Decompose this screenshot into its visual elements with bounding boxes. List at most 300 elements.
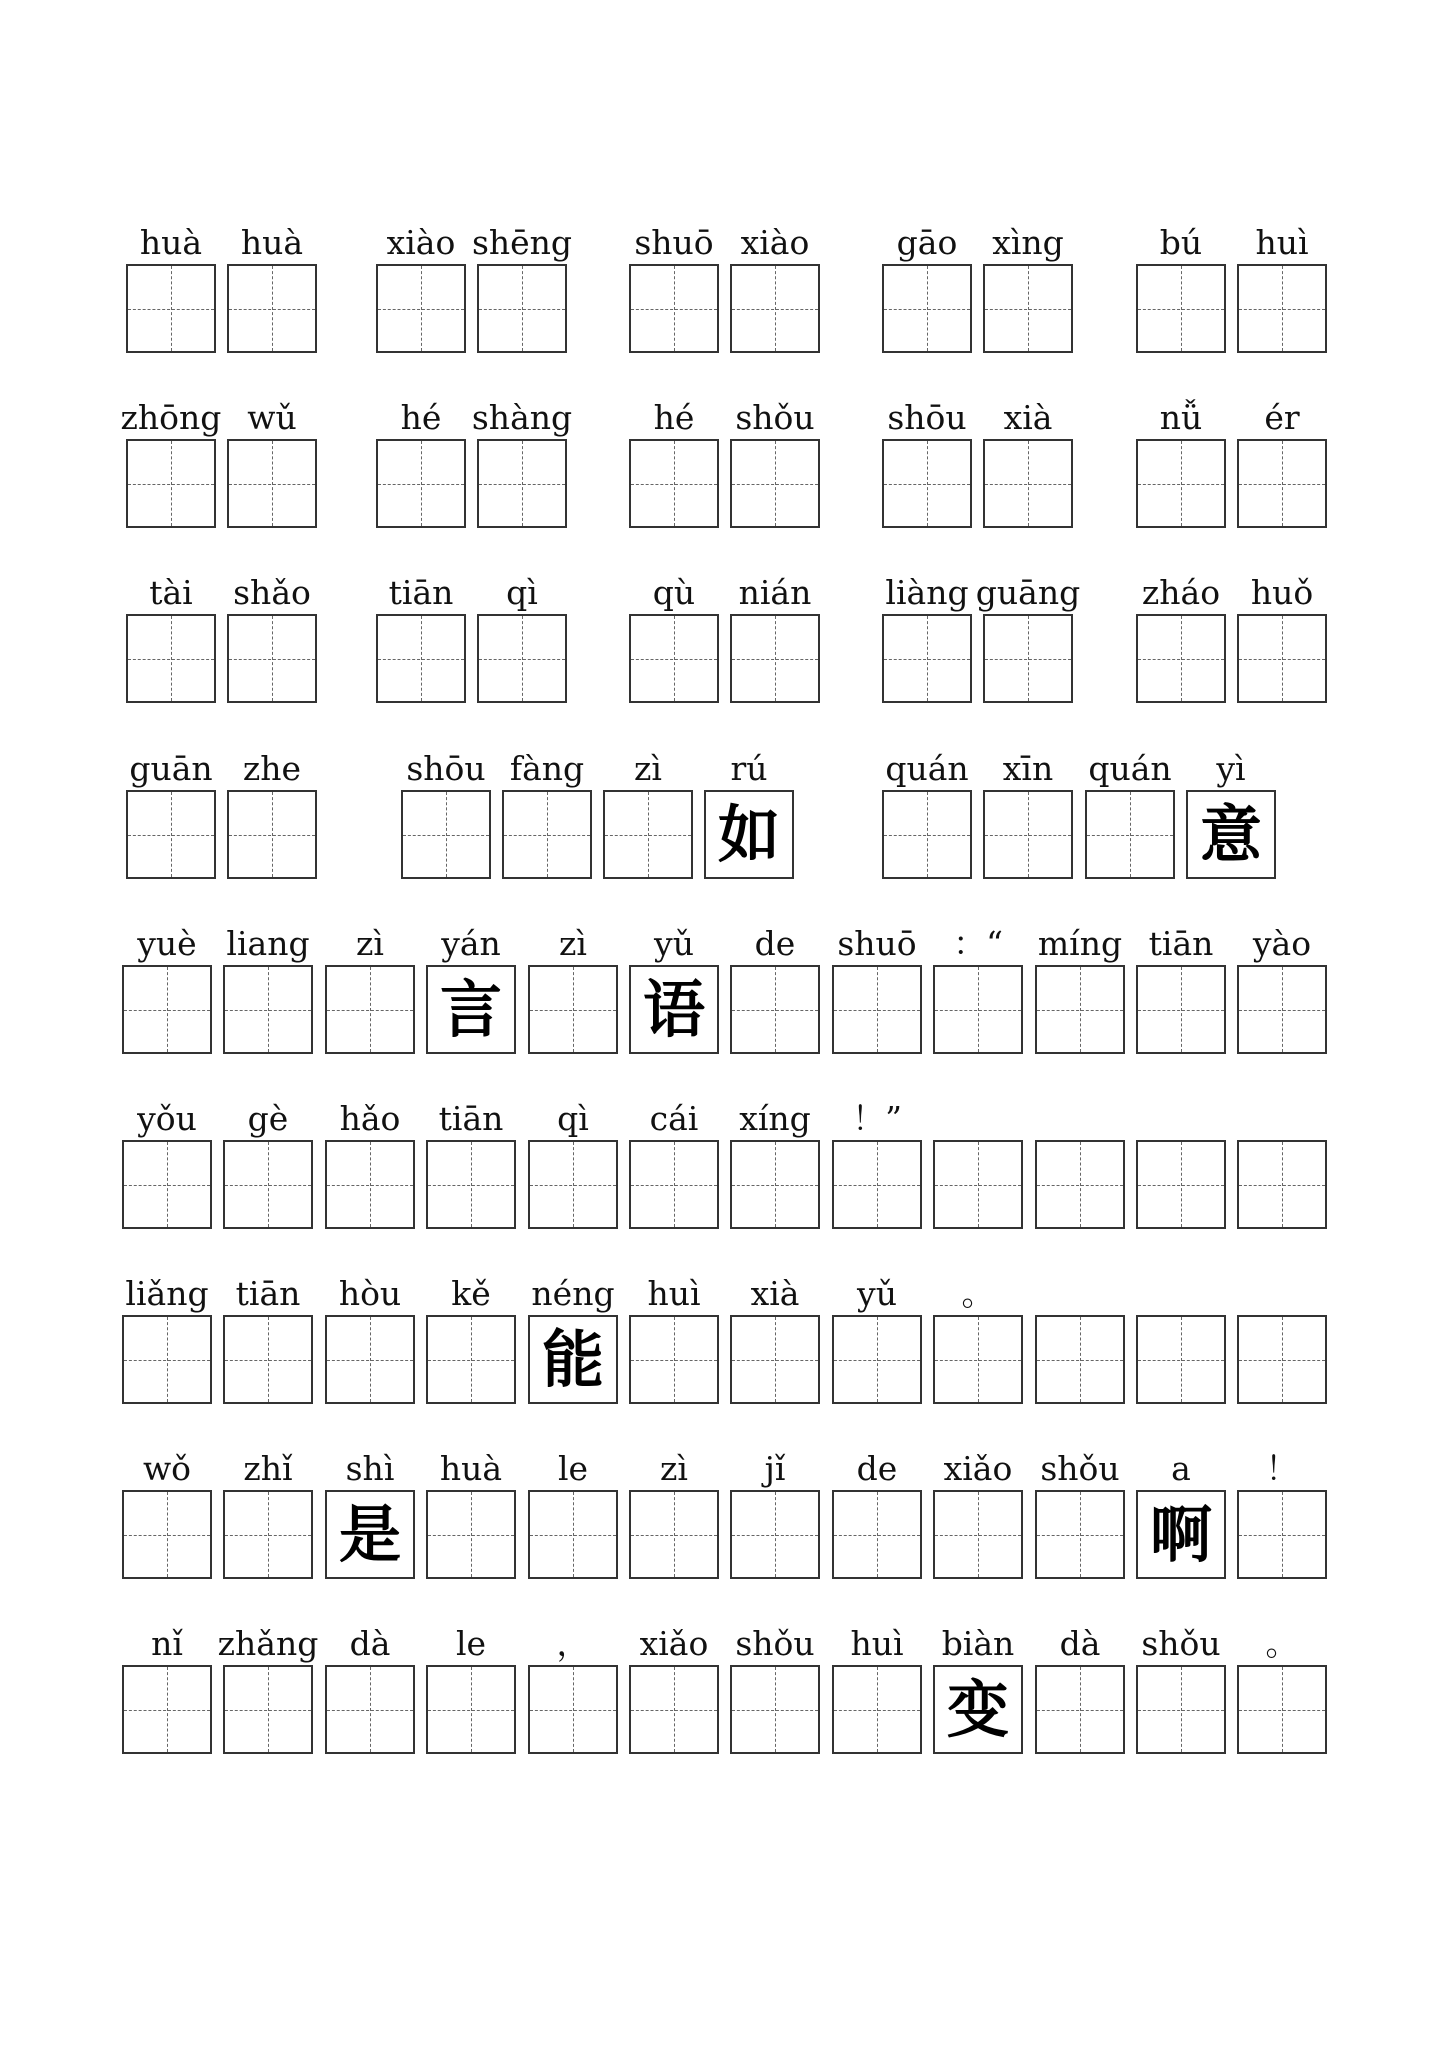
writing-box[interactable] [223, 1140, 313, 1229]
pinyin-label: dà [349, 1624, 391, 1663]
writing-box[interactable] [983, 439, 1073, 528]
pinyin-label: liǎng [125, 1274, 209, 1313]
pinyin-label: ！ [1265, 1449, 1299, 1488]
pinyin-label: xìng [992, 223, 1064, 262]
guide-line [834, 1010, 920, 1011]
pinyin-label: shàng [471, 398, 573, 437]
guide-line [732, 1535, 818, 1536]
guide-line [378, 484, 464, 485]
char-cell [1035, 1273, 1125, 1423]
writing-box[interactable] [832, 1315, 922, 1404]
guide-line [378, 309, 464, 310]
pinyin-label: zháo [1141, 573, 1221, 612]
pinyin-label: míng [1037, 924, 1123, 963]
guide-line [631, 484, 717, 485]
writing-box[interactable] [1136, 264, 1226, 353]
guide-line [884, 484, 970, 485]
guide-line [124, 1010, 210, 1011]
pinyin-label: zì [634, 749, 662, 788]
guide-line [884, 309, 970, 310]
guide-line [128, 484, 214, 485]
writing-box[interactable] [227, 614, 317, 703]
pinyin-label: wǒ [142, 1449, 192, 1488]
worksheet-row [0, 397, 1450, 547]
pinyin-label: yǒu [137, 1099, 197, 1138]
pinyin-label: bú [1159, 223, 1203, 262]
writing-box[interactable] [376, 439, 466, 528]
char-cell [471, 222, 573, 372]
pinyin-label: xià [1003, 398, 1053, 437]
writing-box[interactable] [629, 439, 719, 528]
writing-box[interactable] [1237, 1140, 1327, 1229]
writing-box[interactable] [1186, 790, 1276, 879]
pinyin-label: tiān [438, 1099, 504, 1138]
writing-box[interactable] [882, 439, 972, 528]
guide-line [884, 659, 970, 660]
writing-box[interactable] [1035, 1665, 1125, 1754]
pinyin-label: cái [649, 1099, 699, 1138]
pinyin-label: ：“ [953, 924, 1003, 963]
guide-line [225, 1535, 311, 1536]
pinyin-label: tiān [1148, 924, 1214, 963]
hanzi-character: 如 [706, 792, 792, 877]
writing-box[interactable] [528, 1665, 618, 1754]
guide-line [128, 835, 214, 836]
guide-line [985, 835, 1071, 836]
pinyin-label: 。 [1265, 1624, 1299, 1663]
char-cell [1237, 397, 1327, 547]
writing-box[interactable] [1035, 1315, 1125, 1404]
guide-line [631, 1185, 717, 1186]
pinyin-label: shǒu [735, 398, 815, 437]
writing-box[interactable] [730, 264, 820, 353]
pinyin-label: néng [531, 1274, 615, 1313]
worksheet-row [0, 572, 1450, 722]
guide-line [327, 1710, 413, 1711]
char-cell [1237, 1448, 1327, 1598]
guide-line [1138, 309, 1224, 310]
writing-box[interactable] [426, 1665, 516, 1754]
hanzi-character: 言 [428, 967, 514, 1052]
writing-box[interactable] [528, 965, 618, 1054]
guide-line [530, 1710, 616, 1711]
guide-line [1239, 484, 1325, 485]
guide-line [834, 1185, 920, 1186]
char-cell [471, 397, 573, 547]
pinyin-label: biàn [941, 1624, 1015, 1663]
pinyin-label: hòu [338, 1274, 402, 1313]
pinyin-label: shēng [471, 223, 573, 262]
writing-box[interactable] [528, 1315, 618, 1404]
guide-line [128, 659, 214, 660]
writing-box[interactable] [122, 1665, 212, 1754]
worksheet-row [0, 222, 1450, 372]
guide-line [327, 1010, 413, 1011]
writing-box[interactable] [426, 965, 516, 1054]
writing-box[interactable] [1237, 439, 1327, 528]
writing-box[interactable] [376, 614, 466, 703]
writing-box[interactable] [983, 790, 1073, 879]
pinyin-label: xiào [740, 223, 810, 262]
writing-box[interactable] [832, 1665, 922, 1754]
pinyin-label: ér [1264, 398, 1300, 437]
writing-box[interactable] [730, 1665, 820, 1754]
pinyin-label: a [1171, 1449, 1191, 1488]
writing-box[interactable] [629, 1140, 719, 1229]
pinyin-label: tiān [388, 573, 454, 612]
pinyin-label: xiǎo [639, 1624, 709, 1663]
writing-box[interactable] [730, 1315, 820, 1404]
pinyin-label: huà [139, 223, 203, 262]
writing-box[interactable] [882, 790, 972, 879]
writing-box[interactable] [832, 965, 922, 1054]
pinyin-label: zhe [242, 749, 302, 788]
writing-box[interactable] [401, 790, 491, 879]
guide-line [884, 835, 970, 836]
pinyin-label: shǒu [735, 1624, 815, 1663]
guide-line [479, 484, 565, 485]
char-cell [975, 572, 1081, 722]
pinyin-label: zhōng [120, 398, 222, 437]
writing-box[interactable] [629, 614, 719, 703]
pinyin-label: rú [730, 749, 768, 788]
guide-line [1239, 1710, 1325, 1711]
guide-line [1037, 1535, 1123, 1536]
writing-box[interactable] [1136, 965, 1226, 1054]
writing-box[interactable] [122, 965, 212, 1054]
pinyin-label: le [557, 1449, 589, 1488]
char-cell [227, 572, 317, 722]
guide-line [631, 1710, 717, 1711]
guide-line [1087, 835, 1173, 836]
writing-box[interactable] [1237, 1665, 1327, 1754]
guide-line [229, 659, 315, 660]
hanzi-character: 能 [530, 1317, 616, 1402]
writing-box[interactable] [882, 614, 972, 703]
writing-box[interactable] [325, 1490, 415, 1579]
guide-line [1037, 1010, 1123, 1011]
char-cell [933, 1098, 1023, 1248]
pinyin-label: yǔ [654, 924, 694, 963]
pinyin-label: kě [451, 1274, 491, 1313]
char-cell [704, 748, 794, 898]
writing-box[interactable] [126, 790, 216, 879]
writing-box[interactable] [730, 965, 820, 1054]
guide-line [605, 835, 691, 836]
char-cell [1237, 222, 1327, 372]
pinyin-label: shǒu [1141, 1624, 1221, 1663]
worksheet-row [0, 748, 1450, 898]
guide-line [1239, 1535, 1325, 1536]
pinyin-label: gāo [896, 223, 958, 262]
writing-box[interactable] [122, 1315, 212, 1404]
pinyin-label: zì [559, 924, 587, 963]
writing-box[interactable] [502, 790, 592, 879]
writing-box[interactable] [1136, 1140, 1226, 1229]
writing-box[interactable] [477, 264, 567, 353]
guide-line [1239, 309, 1325, 310]
writing-box[interactable] [223, 1315, 313, 1404]
guide-line [1037, 1710, 1123, 1711]
writing-box[interactable] [1136, 439, 1226, 528]
pinyin-label: nǐ [151, 1624, 183, 1663]
pinyin-label: tiān [235, 1274, 301, 1313]
pinyin-label: xiǎo [943, 1449, 1013, 1488]
pinyin-label: zhǐ [243, 1449, 293, 1488]
writing-box[interactable] [1237, 965, 1327, 1054]
char-cell [1237, 1098, 1327, 1248]
guide-line [128, 309, 214, 310]
pinyin-label: shuō [634, 223, 714, 262]
guide-line [327, 1360, 413, 1361]
pinyin-label: qì [557, 1099, 589, 1138]
writing-box[interactable] [933, 1665, 1023, 1754]
writing-box[interactable] [704, 790, 794, 879]
guide-line [732, 1185, 818, 1186]
guide-line [732, 309, 818, 310]
writing-box[interactable] [603, 790, 693, 879]
writing-box[interactable] [629, 1665, 719, 1754]
guide-line [732, 1710, 818, 1711]
pinyin-label: fàng [509, 749, 585, 788]
pinyin-label: huì [647, 1274, 701, 1313]
writing-box[interactable] [832, 1140, 922, 1229]
pinyin-label: de [856, 1449, 898, 1488]
writing-box[interactable] [1035, 1140, 1125, 1229]
pinyin-label: liang [226, 924, 310, 963]
char-cell [730, 397, 820, 547]
guide-line [229, 484, 315, 485]
guide-line [530, 1535, 616, 1536]
guide-line [1037, 1185, 1123, 1186]
pinyin-label: nǚ [1159, 398, 1203, 437]
pinyin-label: huì [1255, 223, 1309, 262]
writing-box[interactable] [426, 1490, 516, 1579]
pinyin-label: nián [738, 573, 812, 612]
writing-box[interactable] [730, 439, 820, 528]
guide-line [428, 1535, 514, 1536]
hanzi-character: 啊 [1138, 1492, 1224, 1577]
guide-line [935, 1535, 1021, 1536]
guide-line [530, 1185, 616, 1186]
writing-box[interactable] [528, 1490, 618, 1579]
guide-line [225, 1360, 311, 1361]
char-cell [730, 572, 820, 722]
guide-line [1138, 484, 1224, 485]
char-cell [1237, 1623, 1327, 1773]
writing-box[interactable] [325, 1140, 415, 1229]
guide-line [732, 659, 818, 660]
guide-line [834, 1360, 920, 1361]
writing-box[interactable] [477, 614, 567, 703]
writing-box[interactable] [126, 439, 216, 528]
pinyin-label: xíng [739, 1099, 811, 1138]
char-cell [933, 1273, 1023, 1423]
pinyin-label: zì [356, 924, 384, 963]
char-cell [983, 397, 1073, 547]
pinyin-label: hǎo [339, 1099, 401, 1138]
writing-box[interactable] [832, 1490, 922, 1579]
writing-box[interactable] [629, 965, 719, 1054]
pinyin-label: jǐ [764, 1449, 786, 1488]
guide-line [428, 1360, 514, 1361]
char-cell [1237, 1273, 1327, 1423]
guide-line [530, 1010, 616, 1011]
writing-box[interactable] [223, 1665, 313, 1754]
pinyin-label: guāng [975, 573, 1081, 612]
char-cell [730, 222, 820, 372]
writing-box[interactable] [1136, 614, 1226, 703]
guide-line [631, 659, 717, 660]
pinyin-label: qì [506, 573, 538, 612]
writing-box[interactable] [1237, 1315, 1327, 1404]
writing-box[interactable] [426, 1140, 516, 1229]
pinyin-label: gè [247, 1099, 289, 1138]
pinyin-label: ！” [852, 1099, 902, 1138]
guide-line [504, 835, 590, 836]
writing-box[interactable] [1237, 614, 1327, 703]
writing-box[interactable] [1035, 965, 1125, 1054]
guide-line [124, 1535, 210, 1536]
worksheet-row [0, 1623, 1450, 1773]
writing-box[interactable] [325, 1665, 415, 1754]
pinyin-label: yào [1252, 924, 1312, 963]
writing-box[interactable] [1237, 1490, 1327, 1579]
pinyin-label: dà [1059, 1624, 1101, 1663]
guide-line [631, 1360, 717, 1361]
guide-line [1037, 1360, 1123, 1361]
pinyin-label: xīn [1002, 749, 1054, 788]
writing-box[interactable] [1085, 790, 1175, 879]
guide-line [428, 1710, 514, 1711]
writing-box[interactable] [730, 1490, 820, 1579]
guide-line [1138, 1185, 1224, 1186]
writing-box[interactable] [882, 264, 972, 353]
writing-box[interactable] [1136, 1490, 1226, 1579]
pinyin-label: hé [653, 398, 695, 437]
char-cell [1237, 923, 1327, 1073]
writing-box[interactable] [325, 965, 415, 1054]
pinyin-label: huà [439, 1449, 503, 1488]
writing-box[interactable] [629, 1315, 719, 1404]
guide-line [1239, 1185, 1325, 1186]
writing-box[interactable] [983, 264, 1073, 353]
guide-line [1239, 1010, 1325, 1011]
writing-box[interactable] [223, 1490, 313, 1579]
writing-box[interactable] [227, 439, 317, 528]
char-cell [983, 222, 1073, 372]
guide-line [124, 1710, 210, 1711]
worksheet-row [0, 1273, 1450, 1423]
writing-box[interactable] [122, 1490, 212, 1579]
writing-box[interactable] [1136, 1665, 1226, 1754]
guide-line [732, 1360, 818, 1361]
writing-box[interactable] [1136, 1315, 1226, 1404]
pinyin-label: shì [345, 1449, 395, 1488]
hanzi-character: 语 [631, 967, 717, 1052]
writing-box[interactable] [122, 1140, 212, 1229]
writing-box[interactable] [983, 614, 1073, 703]
guide-line [935, 1360, 1021, 1361]
pinyin-label: shōu [887, 398, 967, 437]
writing-box[interactable] [126, 614, 216, 703]
writing-box[interactable] [933, 965, 1023, 1054]
writing-box[interactable] [629, 264, 719, 353]
writing-box[interactable] [528, 1140, 618, 1229]
pinyin-label: liàng [885, 573, 969, 612]
char-cell [832, 1098, 922, 1248]
guide-line [229, 835, 315, 836]
guide-line [985, 484, 1071, 485]
writing-box[interactable] [629, 1490, 719, 1579]
guide-line [732, 1010, 818, 1011]
guide-line [479, 309, 565, 310]
guide-line [1239, 1360, 1325, 1361]
writing-box[interactable] [933, 1315, 1023, 1404]
writing-box[interactable] [1035, 1490, 1125, 1579]
pinyin-label: zì [660, 1449, 688, 1488]
writing-box[interactable] [325, 1315, 415, 1404]
pinyin-label: huì [850, 1624, 904, 1663]
writing-box[interactable] [426, 1315, 516, 1404]
guide-line [225, 1185, 311, 1186]
guide-line [985, 309, 1071, 310]
writing-box[interactable] [477, 439, 567, 528]
guide-line [1138, 1360, 1224, 1361]
guide-line [631, 309, 717, 310]
guide-line [225, 1710, 311, 1711]
writing-box[interactable] [933, 1140, 1023, 1229]
guide-line [834, 1535, 920, 1536]
guide-line [124, 1360, 210, 1361]
pinyin-label: hé [400, 398, 442, 437]
pinyin-label: huǒ [1250, 573, 1314, 612]
worksheet-row [0, 923, 1450, 1073]
pinyin-label: huà [240, 223, 304, 262]
char-cell [1186, 748, 1276, 898]
writing-box[interactable] [730, 614, 820, 703]
guide-line [1138, 1010, 1224, 1011]
writing-box[interactable] [223, 965, 313, 1054]
writing-box[interactable] [730, 1140, 820, 1229]
writing-box[interactable] [227, 264, 317, 353]
hanzi-character: 是 [327, 1492, 413, 1577]
char-cell [477, 572, 567, 722]
pinyin-label: shōu [406, 749, 486, 788]
guide-line [935, 1010, 1021, 1011]
char-cell [1136, 1273, 1226, 1423]
pinyin-label: tài [149, 573, 193, 612]
guide-line [834, 1710, 920, 1711]
pinyin-label: de [754, 924, 796, 963]
char-cell [1237, 572, 1327, 722]
writing-box[interactable] [227, 790, 317, 879]
guide-line [985, 659, 1071, 660]
writing-box[interactable] [126, 264, 216, 353]
pinyin-label: yuè [137, 924, 197, 963]
pinyin-label: yán [441, 924, 501, 963]
char-cell [227, 397, 317, 547]
guide-line [403, 835, 489, 836]
guide-line [935, 1185, 1021, 1186]
writing-box[interactable] [1237, 264, 1327, 353]
pinyin-label: yì [1216, 749, 1246, 788]
writing-box[interactable] [933, 1490, 1023, 1579]
pinyin-label: shǎo [233, 573, 311, 612]
writing-box[interactable] [376, 264, 466, 353]
pinyin-label: quán [885, 749, 969, 788]
pinyin-label: yǔ [857, 1274, 897, 1313]
